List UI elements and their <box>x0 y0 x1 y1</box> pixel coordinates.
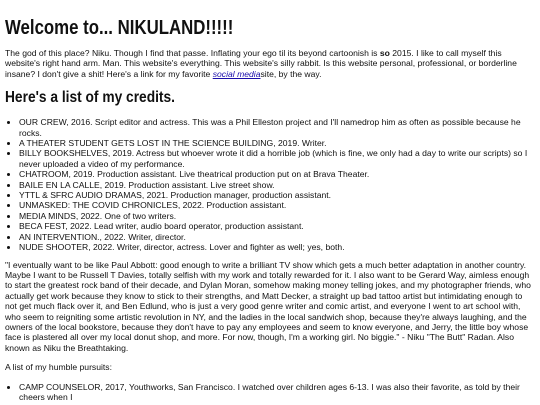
intro-text-2: 2015. I like to call myself this website's right hand arm. Man. This website's everything. This website's silly rabbit. Is this website personal, professional, or borderline insane? I don't give a shit! Here's a link for my favorite <box>5 48 517 79</box>
social-media-link[interactable]: social media <box>212 68 261 79</box>
credit-item: • OUR CREW, 2016. Script editor and actress. This was a Phil Elleston project and I'll namedrop him as often as possible because he rocks. <box>19 117 534 138</box>
credit-item: • BILLY BOOKSHELVES, 2019. Actress but whoever wrote it did a horrible job (which is fine, we only had a day to write our scripts) so I never uploaded a video of my performance. <box>19 148 534 169</box>
credits-heading: Here's a list of my credits. <box>5 89 175 107</box>
quote-paragraph: "I eventually want to be like Paul Abbott: good enough to write a brilliant TV show which gets a much better adaptation in another country. Maybe I want to be Russell T Davies, totally selfish with my work and totally rewarded for it. I also want to be Gerard Way, aimless enough to start the greatest rock band of their decade, and Dylan Moran, somehow making money telling jokes, and my photographer friends, who actually get work because they know to stick to their strengths, and Matt Decker, a straight up bad tattoo artist but intimidating enough to not get much flack over it, and Ben Edlund, who is just a very good genre writer and comic artist, and everyone I went to art school with, who seem to reigniting some artistic revolution in NY, and the ladies in the local sandwich shop, because they're always laughing, and the owners of the local bookstore, because they don't have to pay any employees and seem to know everyone, and Jerry, the little boy whose face is plastered all over my local donut shop, and more. For now, though, I'm a working girl. No biggie." - Niku "The Butt" Radan. Also known as Niku the Breathtaking. <box>5 259 531 353</box>
credit-item: • BAILE EN LA CALLE, 2019. Production assistant. Live street show. <box>19 180 534 190</box>
intro-text-3: site, by the way. <box>260 68 322 79</box>
credit-item: • BECA FEST, 2022. Lead writer, audio board operator, production assistant. <box>19 221 534 231</box>
pursuits-list <box>5 382 534 403</box>
intro-bold: so <box>379 48 390 58</box>
pursuits-heading: A list of my humble pursuits: <box>5 362 112 373</box>
page-title: Welcome to... NIKULAND!!!!! <box>5 17 234 39</box>
intro-text-1: The god of this place? Niku. Though I find that passe. Inflating your ego til its beyond cartoonish is <box>5 48 380 58</box>
credit-item: • UNMASKED: THE COVID CHRONICLES, 2022. Production assistant. <box>19 200 534 210</box>
credit-item: • CHATROOM, 2019. Production assistant. Live theatrical production put on at Brava Theater. <box>19 169 534 179</box>
pursuit-item: • CAMP COUNSELOR, 2017, Youthworks, San Francisco. I watched over children ages 6-13. I was also their favorite, as told by their cheers when I <box>19 382 534 403</box>
credit-item: • MEDIA MINDS, 2022. One of two writers. <box>19 211 534 221</box>
credits-list <box>5 117 534 252</box>
credit-item: • AN INTERVENTION., 2022. Writer, director. <box>19 232 534 242</box>
credit-item: • A THEATER STUDENT GETS LOST IN THE SCIENCE BUILDING, 2019. Writer. <box>19 138 534 148</box>
credit-item: • YTTL & SFRC AUDIO DRAMAS, 2021. Production manager, production assistant. <box>19 190 534 200</box>
intro-paragraph <box>5 48 534 79</box>
credit-item: • NUDE SHOOTER, 2022. Writer, director, actress. Lover and fighter as well; yes, both. <box>19 242 534 252</box>
